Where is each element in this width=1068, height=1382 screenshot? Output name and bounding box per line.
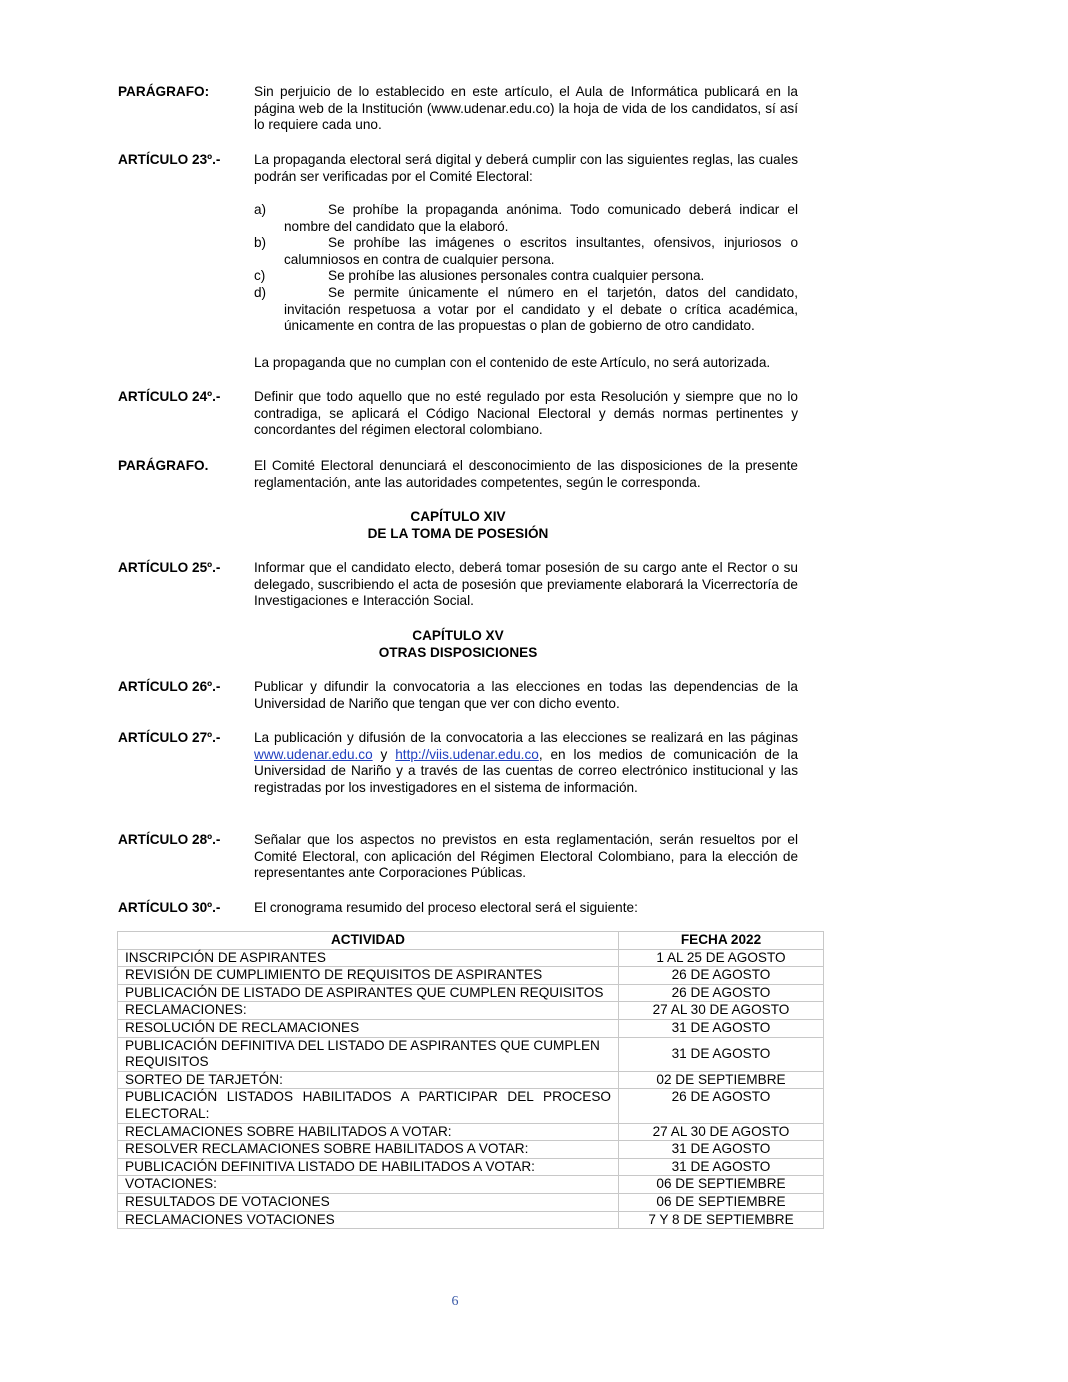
cronograma-table: [117, 931, 824, 1229]
actividad-cell: PUBLICACIÓN LISTADOS HABILITADOS A PARTICIPAR DEL PROCESO ELECTORAL:: [118, 1089, 619, 1123]
chapter-14-subtitle: DE LA TOMA DE POSESIÓN: [367, 525, 549, 541]
actividad-cell: RECLAMACIONES SOBRE HABILITADOS A VOTAR:: [118, 1123, 619, 1141]
table-row: [118, 1141, 824, 1159]
table-row: [118, 1002, 824, 1020]
articulo-27-text-b: y: [380, 746, 388, 762]
articulo-26-text: Publicar y difundir la convocatoria a las elecciones en todas las dependencias de la Universidad de Nariño que tengan que ver con dicho evento.: [254, 679, 798, 711]
actividad-cell: SORTEO DE TARJETÓN:: [118, 1071, 619, 1089]
articulo-30-label: ARTÍCULO 30º.-: [118, 900, 221, 915]
fecha-cell: 06 DE SEPTIEMBRE: [619, 1176, 824, 1194]
table-row: [118, 1037, 824, 1071]
fecha-cell: 31 DE AGOSTO: [619, 1019, 824, 1037]
table-row: [118, 1193, 824, 1211]
articulo-30-text: El cronograma resumido del proceso electoral será el siguiente:: [254, 900, 638, 915]
paragrafo-2-label: PARÁGRAFO.: [118, 458, 209, 473]
articulo-27-label: ARTÍCULO 27º.-: [118, 730, 221, 745]
actividad-cell: RESULTADOS DE VOTACIONES: [118, 1193, 619, 1211]
fecha-cell: 31 DE AGOSTO: [619, 1141, 824, 1159]
articulo-25-label: ARTÍCULO 25º.-: [118, 560, 221, 575]
list-item: [254, 235, 798, 268]
chapter-15-heading: [118, 628, 798, 661]
table-row: [118, 1158, 824, 1176]
viis-link[interactable]: http://viis.udenar.edu.co: [395, 746, 539, 762]
articulo-24-text: Definir que todo aquello que no esté regulado por esta Resolución y siempre que no lo contradiga, se aplicará el Código Nacional Electoral y demás normas pertinentes y concordantes del régimen electoral colombiano.: [254, 389, 798, 438]
actividad-cell: PUBLICACIÓN DE LISTADO DE ASPIRANTES QUE CUMPLEN REQUISITOS: [118, 984, 619, 1002]
actividad-cell: RECLAMACIONES VOTACIONES: [118, 1211, 619, 1229]
articulo-27-text: [254, 730, 798, 796]
table-row: [118, 967, 824, 985]
udenar-link[interactable]: www.udenar.edu.co: [254, 746, 373, 762]
articulo-25-text: Informar que el candidato electo, deberá tomar posesión de su cargo ante el Rector o su delegado, suscribiendo el acta de posesión que previamente elaborará la Vicerrectoría de Investigaciones e Interacción Social.: [254, 560, 798, 609]
chapter-14-heading: [118, 509, 798, 542]
table-row: [118, 1071, 824, 1089]
articulo-27-text-c: , en los medios de comunicación de la Universidad de Nariño y a través de las cuentas de correo electrónico institucional y las registradas por los investigadores en el sistema de información.: [254, 746, 799, 795]
list-marker: d): [254, 284, 267, 300]
actividad-cell: REVISIÓN DE CUMPLIMIENTO DE REQUISITOS DE ASPIRANTES: [118, 967, 619, 985]
fecha-cell: 26 DE AGOSTO: [619, 1089, 824, 1123]
list-item-text: Se prohíbe las imágenes o escritos insultantes, ofensivos, injuriosos o calumniosos en contra de cualquier persona.: [284, 235, 798, 267]
articulo-28-label: ARTÍCULO 28º.-: [118, 832, 221, 847]
articulo-23-intro: La propaganda electoral será digital y deberá cumplir con las siguientes reglas, las cuales podrán ser verificadas por el Comité Electoral:: [254, 152, 798, 184]
articulo-23-closing: [118, 355, 798, 372]
list-marker: c): [254, 268, 266, 284]
column-header-fecha: FECHA 2022: [619, 932, 824, 950]
actividad-cell: PUBLICACIÓN DEFINITIVA LISTADO DE HABILITADOS A VOTAR:: [118, 1158, 619, 1176]
fecha-cell: 31 DE AGOSTO: [619, 1037, 824, 1071]
list-item-text: Se prohíbe la propaganda anónima. Todo comunicado deberá indicar el nombre del candidato que la elaboró.: [284, 202, 798, 234]
table-row: [118, 949, 824, 967]
list-item: [254, 268, 798, 285]
list-item-text: Se prohíbe las alusiones personales contra cualquier persona.: [328, 268, 705, 284]
articulo-28-text: Señalar que los aspectos no previstos en esta reglamentación, serán resueltos por el Comité Electoral, con aplicación del Régimen Electoral Colombiano, para la elección de representantes ante Corporaciones Públicas.: [254, 832, 798, 881]
articulo-25: [118, 560, 798, 610]
actividad-cell: RESOLVER RECLAMACIONES SOBRE HABILITADOS A VOTAR:: [118, 1141, 619, 1159]
list-item: [254, 202, 798, 235]
list-marker: a): [254, 202, 267, 217]
paragrafo-1: [118, 84, 798, 134]
list-item: [254, 285, 798, 335]
paragrafo-2: [118, 458, 798, 491]
fecha-cell: 02 DE SEPTIEMBRE: [619, 1071, 824, 1089]
articulo-23-rules-list: [254, 202, 798, 335]
articulo-27-text-a: La publicación y difusión de la convocatoria a las elecciones se realizará en las páginas: [254, 730, 798, 745]
table-row: [118, 1211, 824, 1229]
fecha-cell: 06 DE SEPTIEMBRE: [619, 1193, 824, 1211]
chapter-15-title: CAPÍTULO XV: [412, 628, 504, 643]
fecha-cell: 1 AL 25 DE AGOSTO: [619, 949, 824, 967]
fecha-cell: 7 Y 8 DE SEPTIEMBRE: [619, 1211, 824, 1229]
articulo-23-closing-text: La propaganda que no cumplan con el contenido de este Artículo, no será autorizada.: [254, 355, 771, 370]
paragrafo-1-text: Sin perjuicio de lo establecido en este artículo, el Aula de Informática publicará en la página web de la Institución (www.udenar.edu.co) la hoja de vida de los candidatos, sí así lo requiere cada uno.: [254, 84, 798, 133]
page-number: 6: [451, 1294, 459, 1309]
articulo-23: [118, 152, 798, 185]
chapter-14-title: CAPÍTULO XIV: [410, 509, 506, 524]
articulo-30: [118, 900, 798, 917]
table-row: [118, 1176, 824, 1194]
column-header-actividad: ACTIVIDAD: [118, 932, 619, 950]
chapter-15-subtitle: OTRAS DISPOSICIONES: [378, 644, 538, 660]
table-header-row: [118, 932, 824, 950]
articulo-28: [118, 832, 798, 882]
table-row: [118, 1019, 824, 1037]
fecha-cell: 31 DE AGOSTO: [619, 1158, 824, 1176]
articulo-27: [118, 730, 798, 796]
articulo-23-label: ARTÍCULO 23º.-: [118, 152, 221, 167]
fecha-cell: 27 AL 30 DE AGOSTO: [619, 1123, 824, 1141]
articulo-24: [118, 389, 798, 439]
fecha-cell: 27 AL 30 DE AGOSTO: [619, 1002, 824, 1020]
actividad-cell: PUBLICACIÓN DEFINITIVA DEL LISTADO DE ASPIRANTES QUE CUMPLEN REQUISITOS: [118, 1037, 619, 1071]
list-marker: b): [254, 235, 267, 251]
actividad-cell: INSCRIPCIÓN DE ASPIRANTES: [118, 949, 619, 967]
actividad-cell: RECLAMACIONES:: [118, 1002, 619, 1020]
articulo-24-label: ARTÍCULO 24º.-: [118, 389, 221, 404]
fecha-cell: 26 DE AGOSTO: [619, 967, 824, 985]
paragrafo-1-label: PARÁGRAFO:: [118, 84, 210, 99]
fecha-cell: 26 DE AGOSTO: [619, 984, 824, 1002]
articulo-26: [118, 679, 798, 712]
list-item-text: Se permite únicamente el número en el tarjetón, datos del candidato, invitación respetuosa a votar por el candidato y el debate o crítica académica, únicamente en contra de las propuestas o plan de gobierno de otro candidato.: [284, 284, 798, 334]
paragrafo-2-text: El Comité Electoral denunciará el desconocimiento de las disposiciones de la presente reglamentación, ante las autoridades competentes, según le corresponda.: [254, 458, 798, 490]
table-row: [118, 984, 824, 1002]
actividad-cell: RESOLUCIÓN DE RECLAMACIONES: [118, 1019, 619, 1037]
articulo-26-label: ARTÍCULO 26º.-: [118, 679, 221, 694]
actividad-cell: VOTACIONES:: [118, 1176, 619, 1194]
table-row: [118, 1089, 824, 1123]
table-row: [118, 1123, 824, 1141]
